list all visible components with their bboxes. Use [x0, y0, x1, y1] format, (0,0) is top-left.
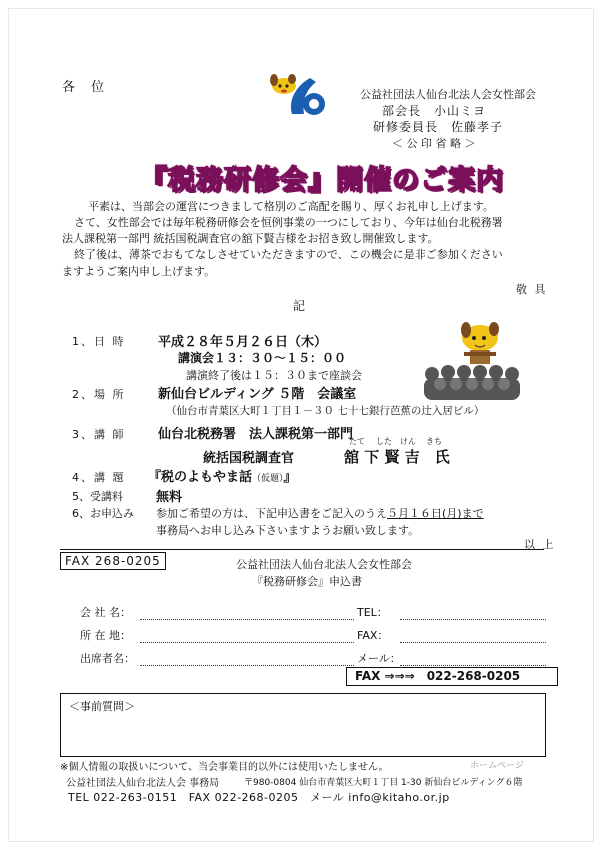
body-paragraph-3a: 終了後は、薄茶でおもてなしさせていただきますので、この機会に是非ご参加ください: [74, 248, 503, 261]
item-lecturer-org: 仙台北税務署 法人課税第一部門: [158, 427, 354, 442]
ruby-3: けん: [400, 437, 416, 446]
association-logo-icon: [262, 70, 332, 118]
header-seal: ＜ 公 印 省 略 ＞: [392, 137, 476, 150]
privacy-note: ※個人情報の取扱いについて、当会事業目的以外には使用いたしません。: [60, 762, 389, 773]
tel-field[interactable]: [400, 619, 546, 620]
body-paragraph-2b: 法人課税第一部門 統括国税調査官の舘下賢吉様をお招き致し開催致します。: [62, 232, 439, 245]
section-divider: [60, 549, 544, 550]
topic-end: 』: [283, 470, 297, 485]
ruby-4: きち: [426, 437, 442, 446]
item-fee-label: 5、受講料: [72, 490, 123, 503]
homepage-label: ホームページ: [470, 761, 524, 771]
item-topic-label: 4、講 題: [72, 471, 126, 484]
body-paragraph-2a: さて、女性部会では毎年税務研修会を恒例事業の一つにしており、今年は仙台北税務署: [74, 216, 503, 229]
mail-field[interactable]: [400, 665, 546, 666]
item-place-address: （仙台市青葉区大町１丁目１－３０ 七十七銀行芭蕉の辻入居ビル）: [166, 405, 485, 417]
item-date-label: 1、日 時: [72, 335, 126, 348]
company-label: 会 社 名：: [80, 606, 131, 619]
item-place-value: 新仙台ビルディング ５階 会議室: [158, 387, 357, 402]
ki-heading: 記: [293, 299, 306, 313]
fax-box: FAX 268-0205: [60, 552, 166, 570]
question-box[interactable]: [60, 693, 546, 757]
item-fee-value: 無料: [156, 490, 183, 505]
address-field[interactable]: [140, 642, 354, 643]
lecture-audience-icon: [420, 318, 524, 402]
body-paragraph-3b: ますようご案内申し上げます。: [62, 265, 216, 278]
question-label: ＜事前質問＞: [69, 700, 135, 713]
fax-field[interactable]: [400, 642, 546, 643]
item-lecturer-name: 舘 下 賢 吉 氏: [344, 448, 450, 466]
form-org: 公益社団法人仙台北法人会女性部会: [236, 558, 412, 571]
item-apply-label: 6、お申込み: [72, 507, 134, 520]
item-date-value: 平成２８年５月２６日（木）: [158, 335, 328, 350]
address-label: 所 在 地：: [80, 629, 131, 642]
mail-label: メール：: [357, 652, 401, 665]
company-field[interactable]: [140, 619, 354, 620]
item-apply-text-b: 事務局へお申し込み下さいますようお願い致します。: [156, 524, 420, 537]
item-after-note: 講演終了後は１５：３０まで座談会: [186, 369, 362, 382]
apply-deadline: ５月１６日(月)まで: [387, 507, 484, 520]
item-lecturer-title: 統括国税調査官: [203, 451, 295, 466]
topic-sub: （仮題）: [252, 474, 284, 484]
item-apply-text-a: [156, 505, 484, 521]
addressee: 各 位: [62, 80, 111, 95]
header-leader: 部会長 小山ミヨ: [382, 104, 487, 118]
body-paragraph-1: 平素は、当部会の運営につきまして格別のご高配を賜り、厚くお礼申し上げます。: [88, 200, 494, 213]
header-org: 公益社団法人仙台北法人会女性部会: [360, 88, 536, 101]
item-place-label: 2、場 所: [72, 388, 126, 401]
fax-label: FAX：: [357, 629, 389, 642]
office-address: 〒980-0804 仙台市青葉区大町１丁目 1-30 新仙台ビルディング６階: [244, 778, 523, 788]
attendee-label: 出席者名：: [80, 652, 135, 665]
topic-main: 『税のよもやま話: [148, 470, 253, 485]
header-committee: 研修委員長 佐藤孝子: [373, 120, 504, 134]
office-contact: TEL 022-263-0151 FAX 022-268-0205 メール info@kitaho.or.jp: [68, 791, 450, 804]
item-lecture-time: 講演会１３：３０～１５：００: [178, 351, 347, 365]
ruby-2: した: [376, 437, 392, 446]
item-topic-value: [148, 466, 297, 485]
fax-number-box: FAX ⇒⇒⇒ 022-268-0205: [346, 667, 558, 686]
form-title: 『税務研修会』申込書: [252, 575, 362, 588]
item-lecturer-label: 3、講 師: [72, 428, 126, 441]
closing: 敬 具: [516, 283, 548, 296]
ruby-1: たて: [349, 437, 365, 446]
apply-text-a: 参加ご希望の方は、下記申込書をご記入のうえ: [156, 507, 387, 520]
office-name: 公益社団法人仙台北法人会 事務局: [66, 778, 220, 789]
tel-label: TEL：: [357, 606, 388, 619]
page-title: 『税務研修会』開催のご案内: [140, 165, 504, 196]
attendee-field[interactable]: [140, 665, 354, 666]
end-mark: 以 上: [524, 538, 556, 551]
